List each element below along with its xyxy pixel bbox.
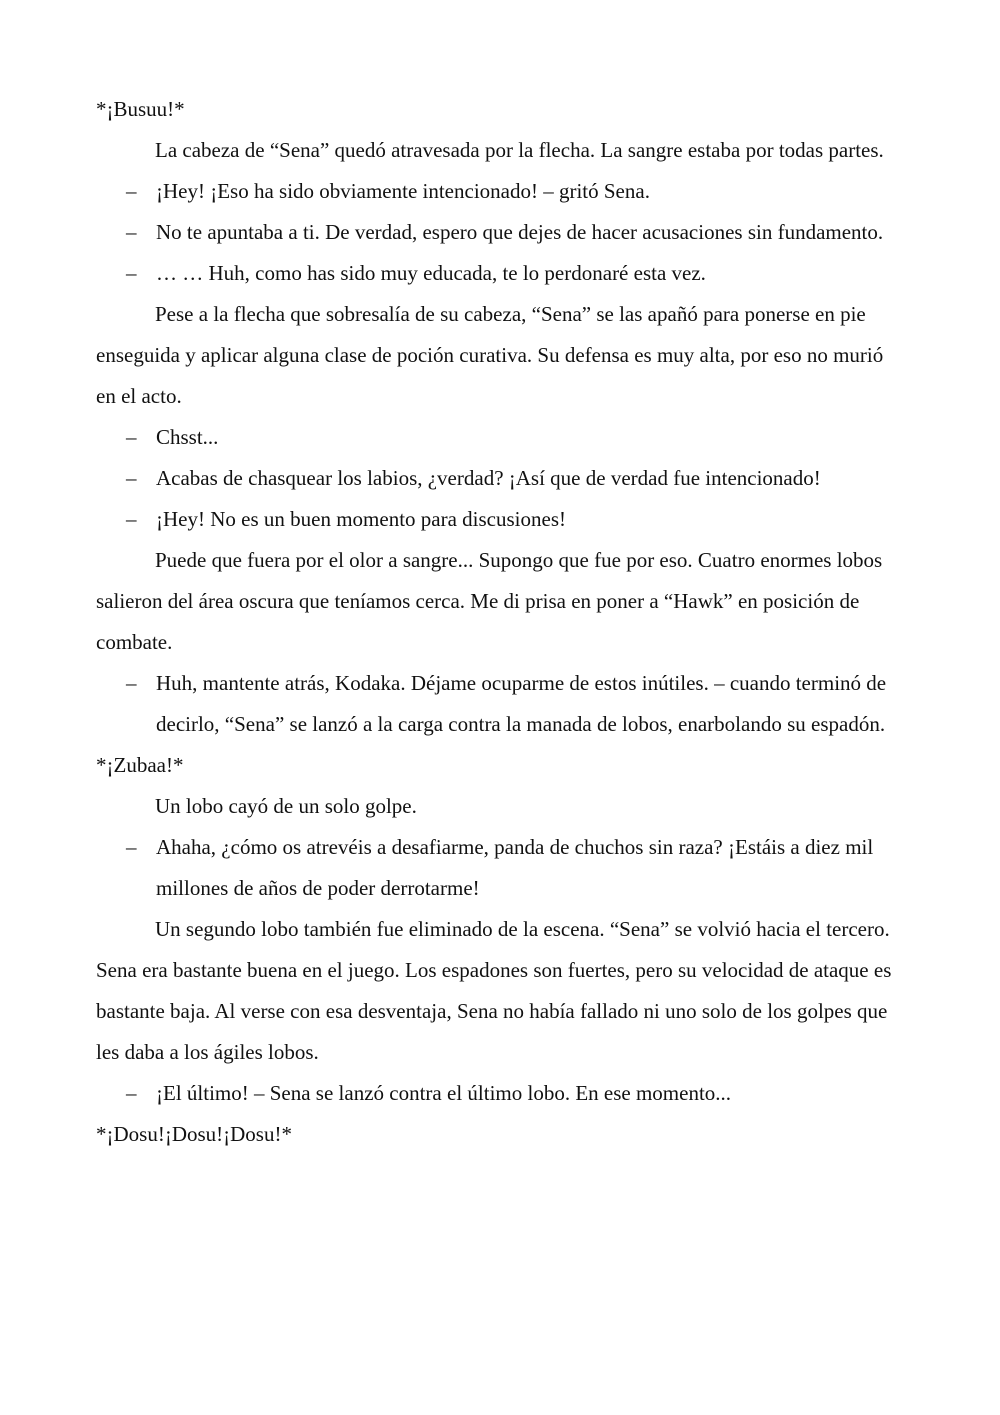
dialogue-dash: – [126,466,137,490]
narration-paragraph: Un segundo lobo también fue eliminado de la escena. “Sena” se volvió hacia el tercero. Sena era bastante buena en el juego. Los espadones son fuertes, pero su velocidad de ataque es bastante baja. Al verse con esa desventaja, Sena no había fallado ni uno solo de los golpes que les daba a los ágiles lobos. [96,917,892,1064]
dialogue-line [96,499,908,540]
dialogue-line [96,253,908,294]
dialogue-text: Acabas de chasquear los labios, ¿verdad? ¡Así que de verdad fue intencionado! [156,466,821,490]
narration-paragraph: Pese a la flecha que sobresalía de su cabeza, “Sena” se las apañó para ponerse en pie enseguida y aplicar alguna clase de poción curativa. Su defensa es muy alta, por eso no murió en el acto. [96,302,884,408]
dialogue-dash: – [126,179,137,203]
dialogue-dash: – [126,671,137,695]
dialogue-line [96,171,908,212]
dialogue-line [96,417,908,458]
dialogue-text: ¡Hey! ¡Eso ha sido obviamente intencionado! – gritó Sena. [156,179,650,203]
narration-paragraph: Puede que fuera por el olor a sangre... Supongo que fue por eso. Cuatro enormes lobos salieron del área oscura que teníamos cerca. Me di prisa en poner a “Hawk” en posición de combate. [96,548,883,654]
narration-paragraph: Un lobo cayó de un solo golpe. [155,794,417,818]
page-body [96,89,908,1155]
dialogue-dash: – [126,1081,137,1105]
dialogue-text: … … Huh, como has sido muy educada, te lo perdonaré esta vez. [156,261,706,285]
dialogue-line [96,827,908,909]
dialogue-text: No te apuntaba a ti. De verdad, espero que dejes de hacer acusaciones sin fundamento. [156,220,884,244]
sound-effect: *¡Busuu!* [96,97,185,121]
dialogue-dash: – [126,425,137,449]
dialogue-line [96,1073,908,1114]
dialogue-dash: – [126,835,137,859]
dialogue-text: Huh, mantente atrás, Kodaka. Déjame ocuparme de estos inútiles. – cuando terminó de decirlo, “Sena” se lanzó a la carga contra la manada de lobos, enarbolando su espadón. [156,671,887,736]
narration-paragraph: La cabeza de “Sena” quedó atravesada por la flecha. La sangre estaba por todas partes. [155,138,884,162]
sound-effect: *¡Dosu!¡Dosu!¡Dosu!* [96,1122,292,1146]
dialogue-dash: – [126,261,137,285]
dialogue-text: ¡El último! – Sena se lanzó contra el último lobo. En ese momento... [156,1081,732,1105]
dialogue-dash: – [126,220,137,244]
dialogue-line [96,212,908,253]
dialogue-text: Ahaha, ¿cómo os atrevéis a desafiarme, panda de chuchos sin raza? ¡Estáis a diez mil millones de años de poder derrotarme! [156,835,874,900]
dialogue-dash: – [126,507,137,531]
dialogue-line [96,458,908,499]
dialogue-text: Chsst... [156,425,219,449]
dialogue-line [96,663,908,745]
sound-effect: *¡Zubaa!* [96,753,184,777]
dialogue-text: ¡Hey! No es un buen momento para discusiones! [156,507,566,531]
